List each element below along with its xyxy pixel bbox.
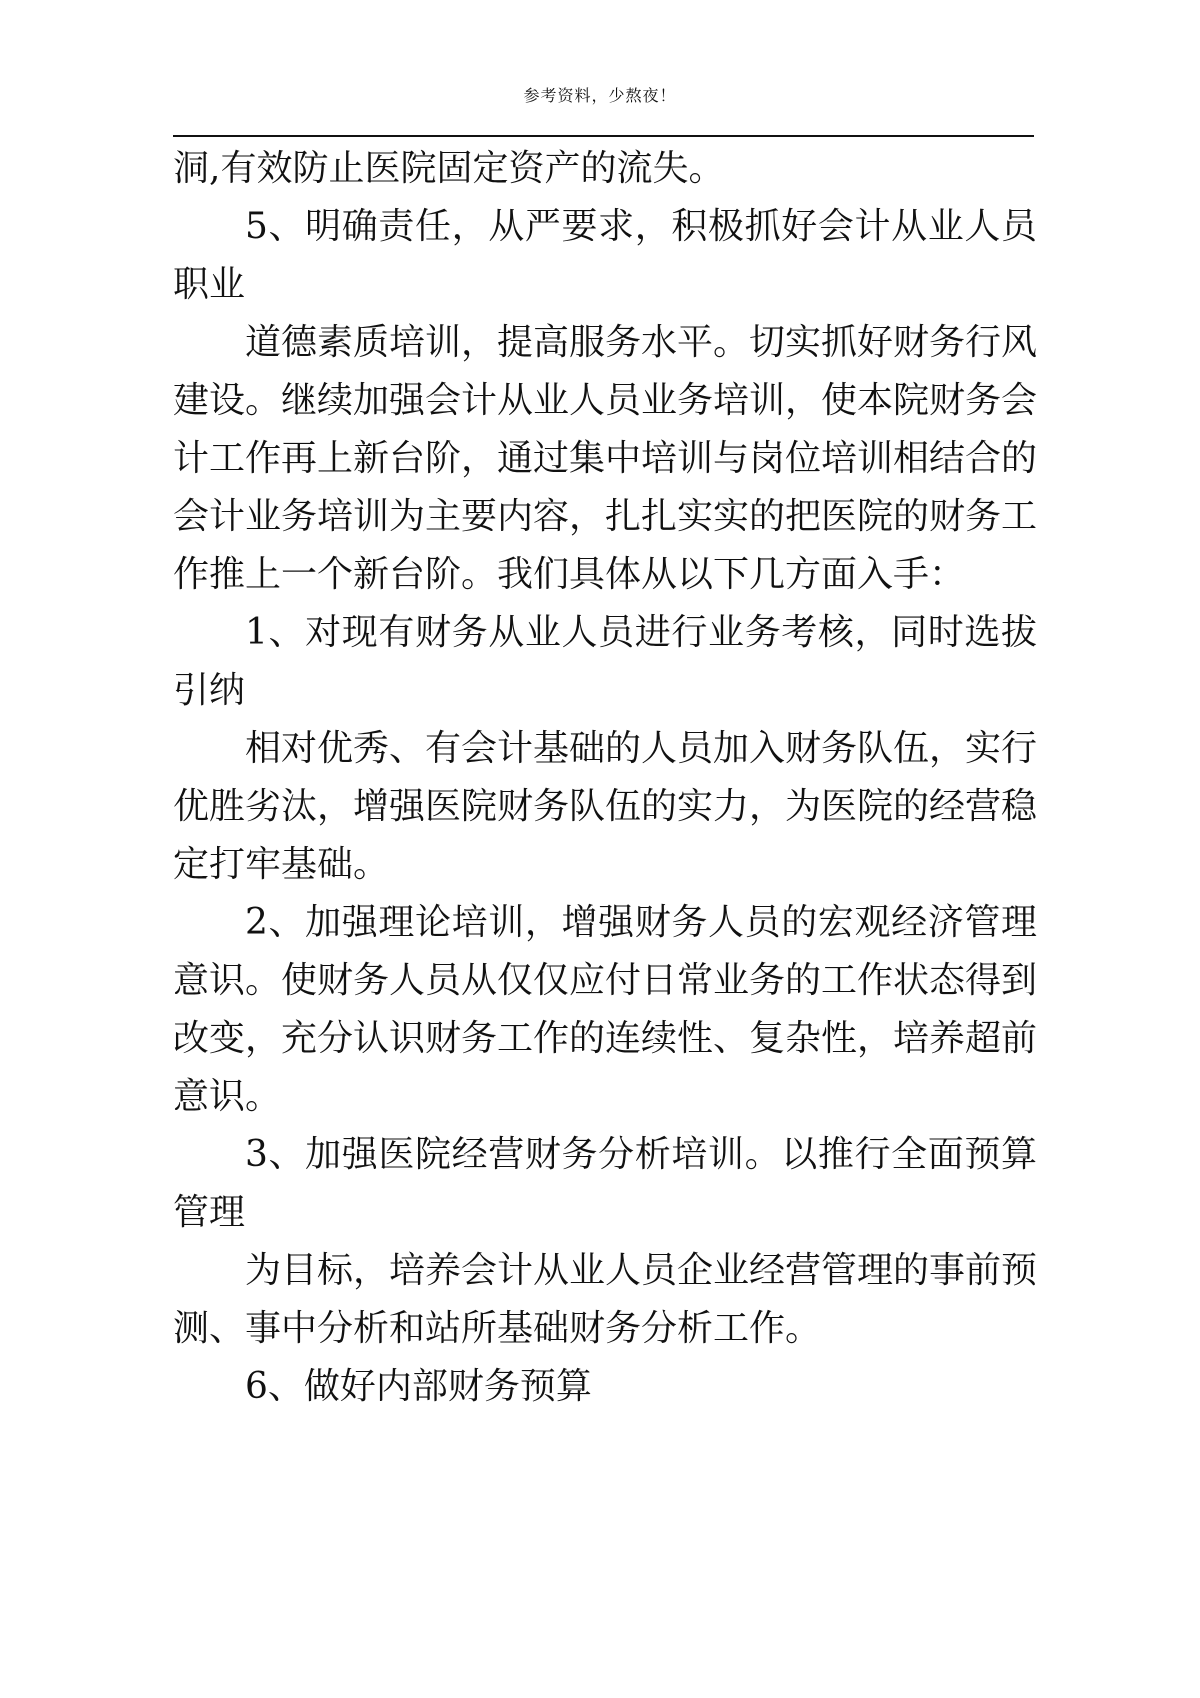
page-header: 参考资料，少熬夜！	[523, 86, 677, 105]
paragraph-subitem-1-body: 相对优秀、有会计基础的人员加入财务队伍，实行优胜劣汰，增强医院财务队伍的实力，为医院的经营稳定打牢基础。	[173, 728, 1038, 885]
paragraph-subitem-3-body: 为目标，培养会计从业人员企业经营管理的事前预测、事中分析和站所基础财务分析工作。	[173, 1250, 1038, 1349]
paragraph-subitem-1-heading: 1、对现有财务从业人员进行业务考核，同时选拔引纳	[173, 612, 1037, 711]
paragraph-subitem-3-heading: 3、加强医院经营财务分析培训。以推行全面预算管理	[173, 1134, 1037, 1233]
document-body	[173, 140, 1037, 1416]
paragraph-item-5-heading: 5、明确责任，从严要求，积极抓好会计从业人员职业	[173, 206, 1037, 305]
paragraph-item-5-body: 道德素质培训，提高服务水平。切实抓好财务行风建设。继续加强会计从业人员业务培训，使本院财务会计工作再上新台阶，通过集中培训与岗位培训相结合的会计业务培训为主要内容，扎扎实实的把医院的财务工作推上一个新台阶。我们具体从以下几方面入手：	[173, 322, 1038, 595]
paragraph-item-6-heading: 6、做好内部财务预算	[245, 1366, 592, 1407]
paragraph-continuation: 洞,有效防止医院固定资产的流失。	[173, 148, 725, 189]
header-divider	[173, 135, 1034, 137]
paragraph-subitem-2: 2、加强理论培训，增强财务人员的宏观经济管理意识。使财务人员从仅仅应付日常业务的工作状态得到改变，充分认识财务工作的连续性、复杂性，培养超前意识。	[173, 902, 1038, 1117]
